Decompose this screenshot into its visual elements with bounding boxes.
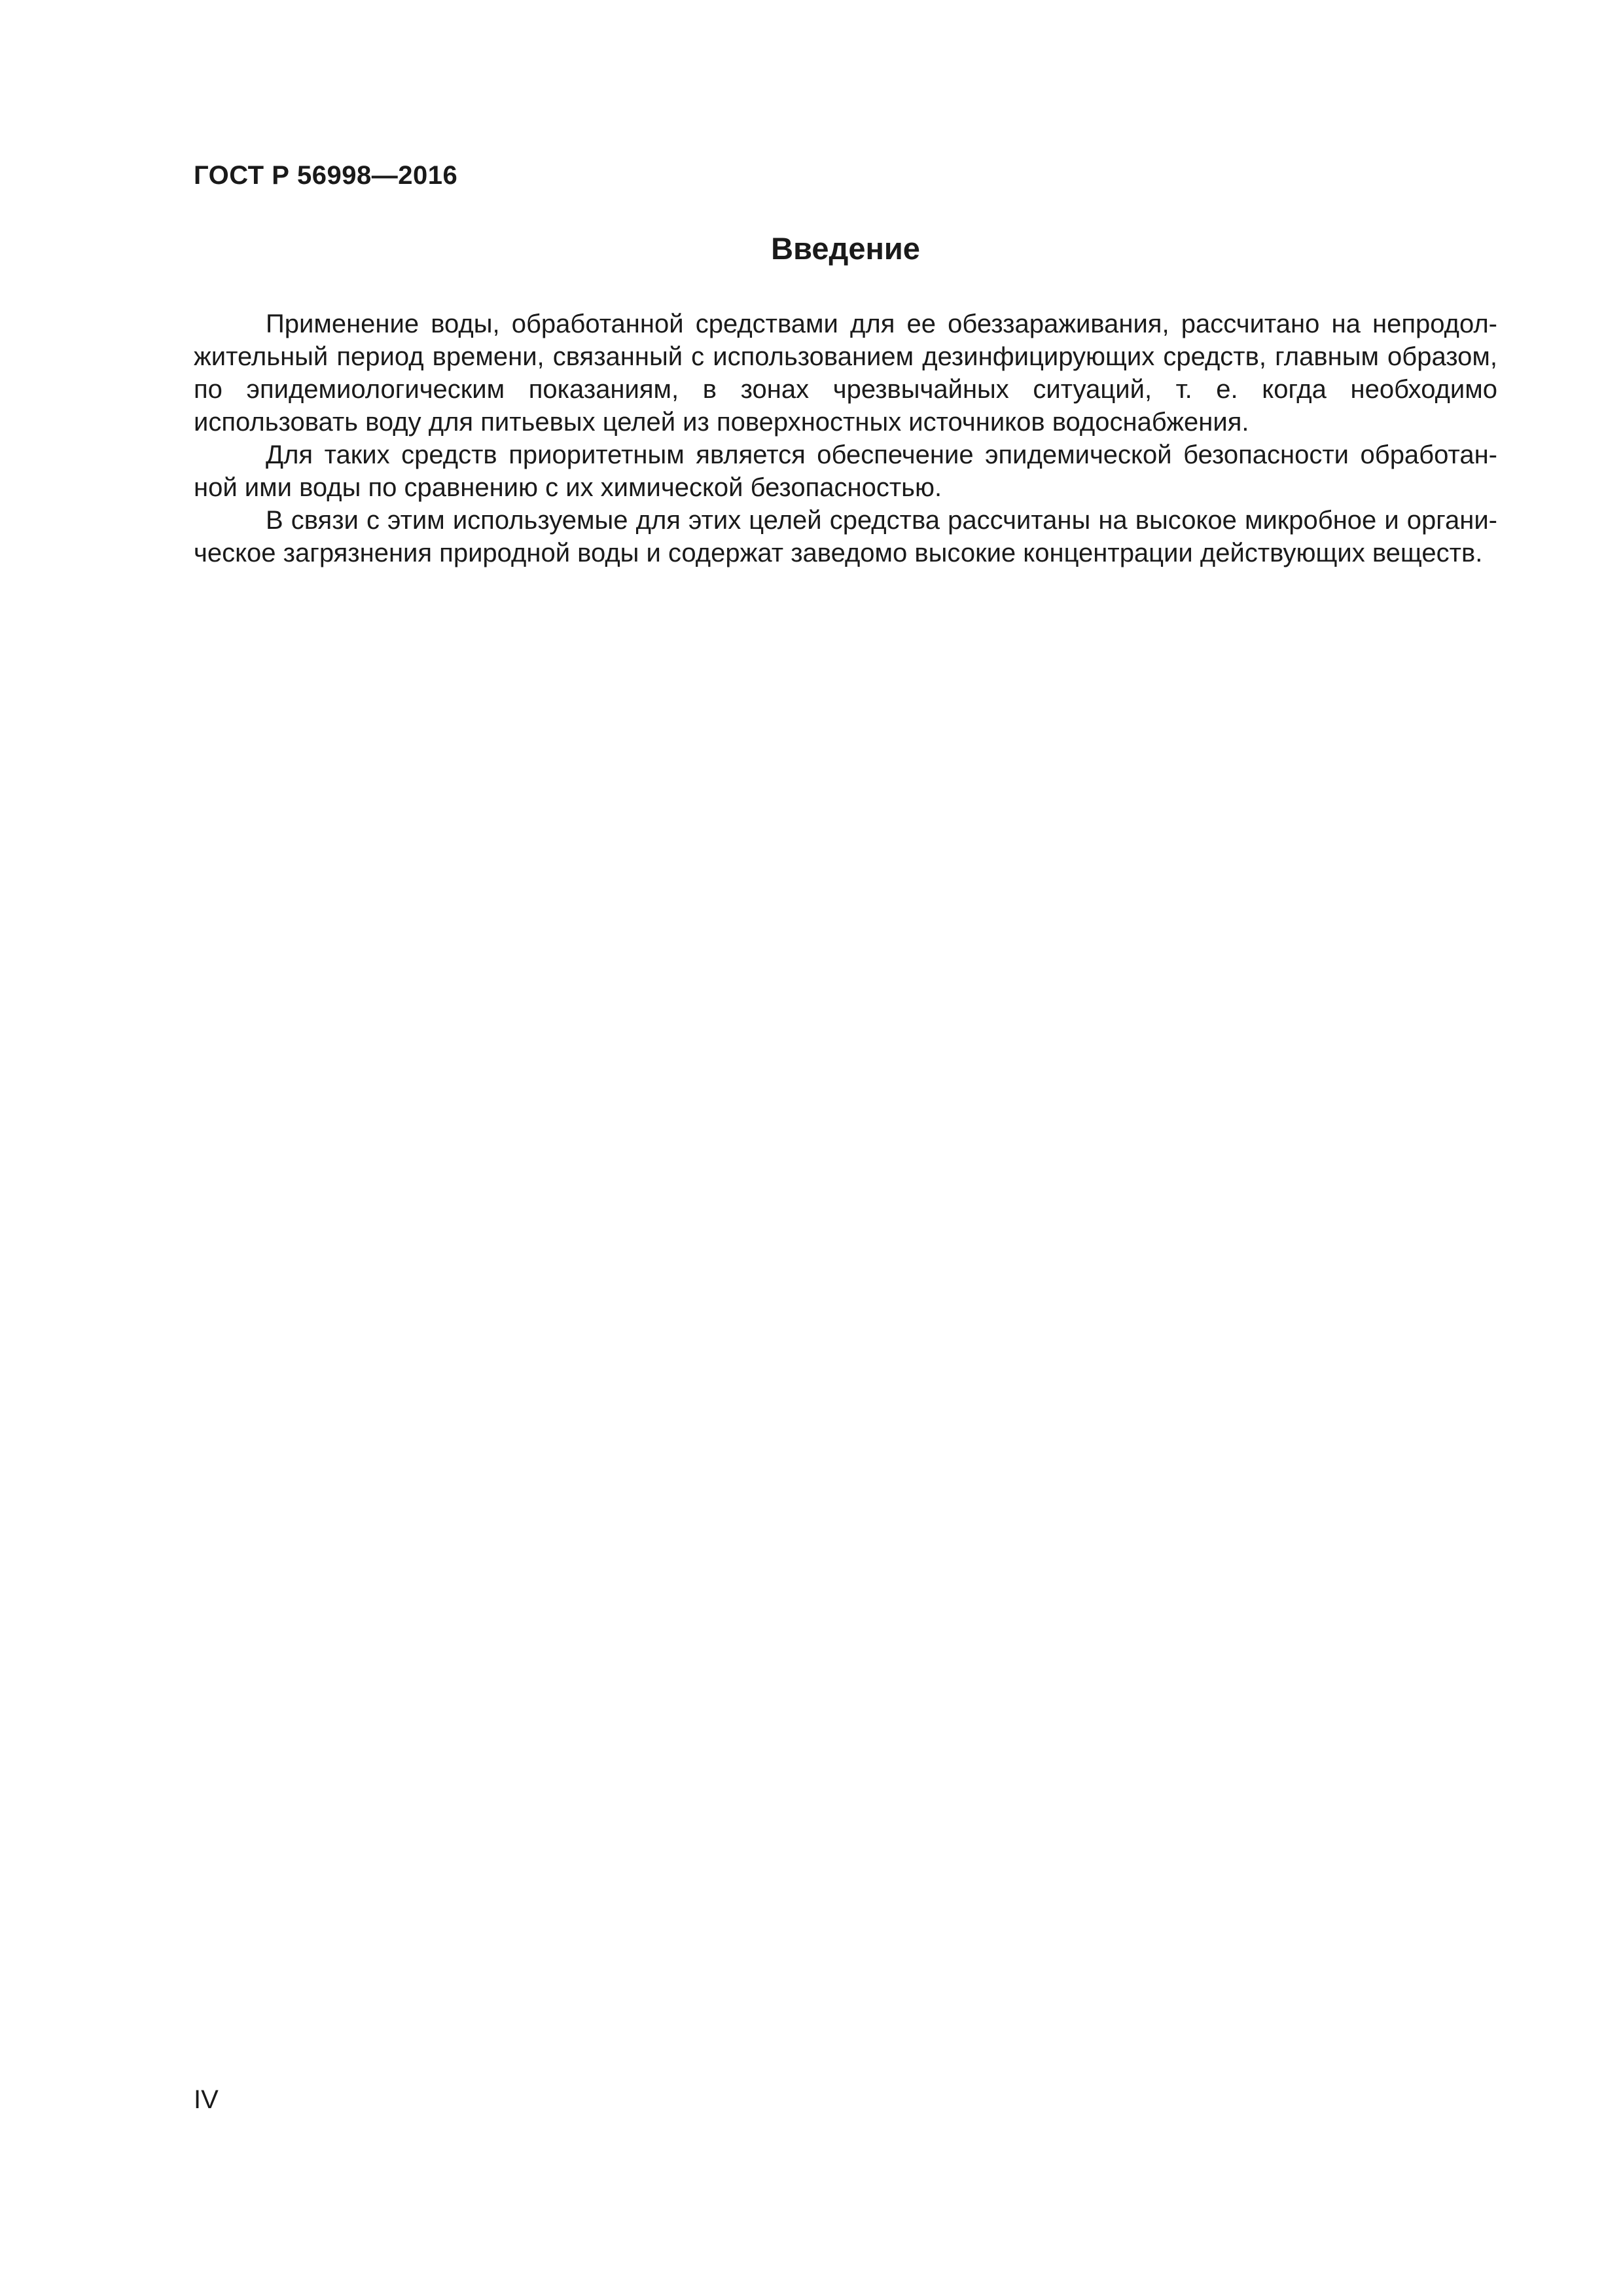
body-text	[194, 308, 1497, 569]
paragraph: Для таких средств приоритетным является обеспечение эпидемической безопасности обработанной ими воды по сравнению с их химической безопасностью.	[194, 440, 1497, 502]
section-title: Введение	[771, 231, 920, 266]
paragraph: Применение воды, обработанной средствами для ее обеззараживания, рассчитано на непродолжительный период времени, связанный с использованием дезинфицирующих средств, главным образом, по эпидемиологическим показаниям, в зонах чрезвычайных ситуаций, т. е. когда необходимо использовать воду для питьевых целей из поверхностных источников водоснабжения.	[194, 310, 1497, 437]
page-number: IV	[194, 2085, 219, 2114]
document-code: ГОСТ Р 56998—2016	[194, 161, 458, 190]
paragraph: В связи с этим используемые для этих целей средства рассчитаны на высокое микробное и органическое загрязнения природной воды и содержат заведомо высокие концентрации действующих веществ.	[194, 506, 1497, 567]
